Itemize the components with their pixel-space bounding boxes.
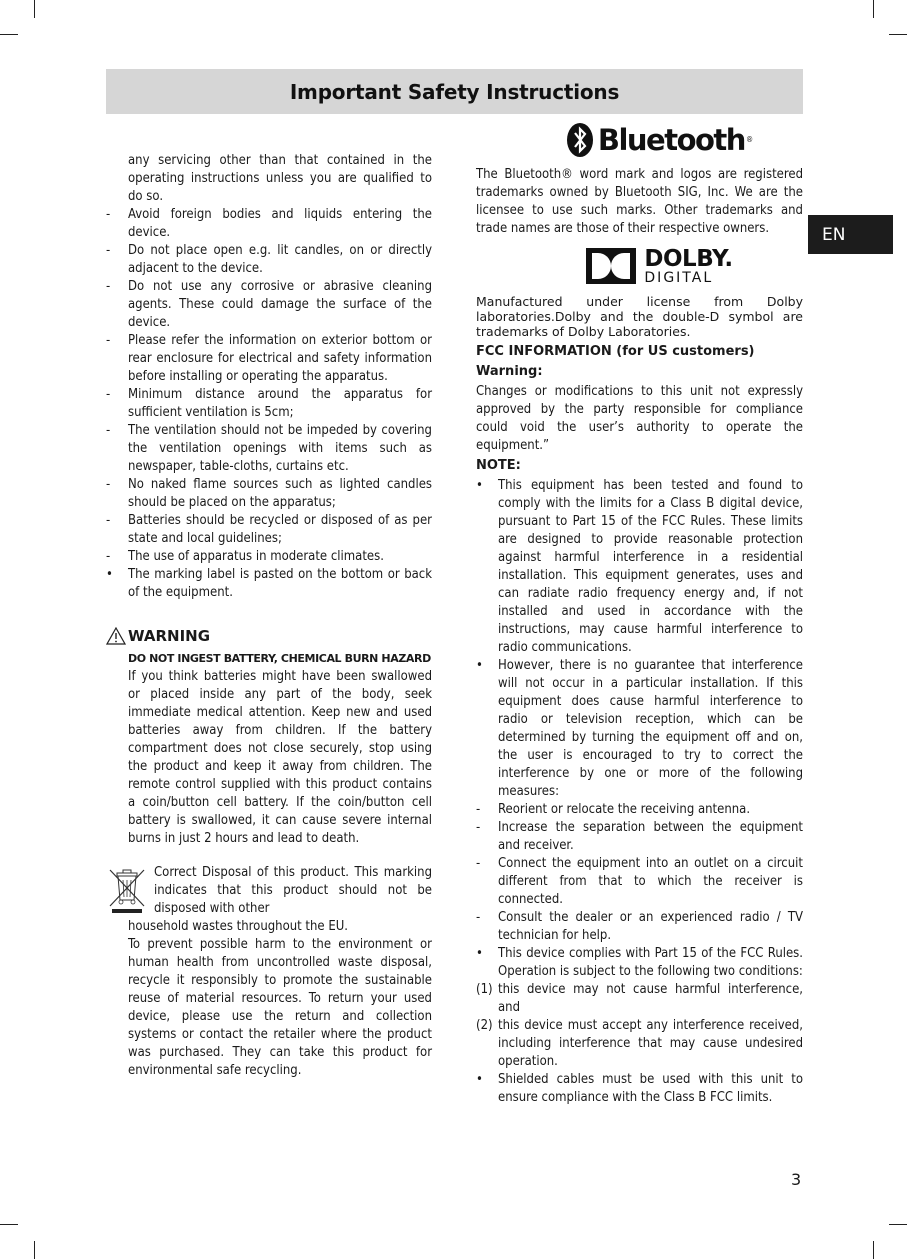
dolby-digital-label: DIGITAL: [644, 269, 714, 286]
crop-mark: [889, 1224, 907, 1225]
dolby-logo: [516, 244, 803, 288]
list-mark: •: [476, 946, 483, 961]
crop-mark: [34, 1241, 35, 1259]
list-text: Reorient or relocate the receiving antenna.: [498, 802, 751, 817]
list-text: Increase the separation between the equipment and receiver.: [498, 820, 803, 853]
list-text: The use of apparatus in moderate climates.: [128, 549, 384, 564]
list-item: [106, 332, 432, 386]
list-mark: -: [476, 802, 481, 817]
list-mark: •: [476, 478, 483, 493]
language-tab-label: EN: [822, 224, 846, 245]
intro-text: any servicing other than that contained in the operating instructions unless you are qualified to do so.: [128, 153, 432, 204]
list-mark: -: [476, 820, 481, 835]
left-column: [106, 152, 432, 1080]
dolby-double-d-icon: [586, 248, 636, 284]
safety-list: [106, 206, 432, 602]
warning-heading: [106, 624, 432, 648]
bluetooth-logo: [516, 120, 803, 160]
list-mark: •: [476, 658, 483, 673]
list-text: Please refer the information on exterior bottom or rear enclosure for electrical and safety information before installing or operating the apparatus.: [128, 333, 432, 384]
list-text: this device must accept any interference received, including interference that may cause undesired operation.: [498, 1018, 803, 1069]
list-mark: -: [106, 513, 111, 528]
note-label: NOTE:: [476, 458, 521, 473]
list-item: [106, 476, 432, 512]
list-text: Consult the dealer or an experienced radio / TV technician for help.: [498, 910, 803, 943]
list-mark: (1): [476, 982, 493, 997]
list-mark: -: [106, 207, 111, 222]
list-text: Do not use any corrosive or abrasive cleaning agents. These could damage the surface of the device.: [128, 279, 432, 330]
warning-subtitle: DO NOT INGEST BATTERY, CHEMICAL BURN HAZARD: [128, 652, 431, 665]
warning-title: WARNING: [128, 627, 211, 645]
disposal-section: [106, 864, 432, 1080]
list-item: [106, 422, 432, 476]
list-mark: -: [106, 423, 111, 438]
list-text: No naked flame sources such as lighted candles should be placed on the apparatus;: [128, 477, 432, 510]
list-item: [106, 512, 432, 548]
fcc-list: [476, 477, 803, 1107]
list-text: The marking label is pasted on the bottom or back of the equipment.: [128, 567, 432, 600]
list-mark: -: [106, 279, 111, 294]
list-item: [476, 819, 803, 855]
page-title: Important Safety Instructions: [289, 79, 620, 104]
list-text: The ventilation should not be impeded by covering the ventilation openings with items such as newspaper, table-cloths, curtains etc.: [128, 423, 432, 474]
list-item: [476, 657, 803, 801]
bluetooth-text: The Bluetooth® word mark and logos are registered trademarks owned by Bluetooth SIG, Inc. We are the licensee to use such marks. Other trademarks and trade names are those of their respective owners.: [476, 167, 803, 236]
list-item: [476, 909, 803, 945]
crop-mark: [0, 34, 18, 35]
list-item: [476, 855, 803, 909]
list-item: [476, 1071, 803, 1107]
list-mark: -: [106, 333, 111, 348]
page-number: 3: [791, 1170, 802, 1189]
list-item: [476, 981, 803, 1017]
list-text: Minimum distance around the apparatus for sufficient ventilation is 5cm;: [128, 387, 432, 420]
list-item: [476, 477, 803, 657]
bluetooth-icon: [566, 122, 594, 158]
list-item: [106, 386, 432, 422]
disposal-rest: To prevent possible harm to the environment or human health from uncontrolled waste disposal, recycle it responsibly to promote the sustainable reuse of material resources. To return your used device, please use the return and collection systems or contact the retailer where the product was purchased. They can take this product for environmental safe recycling.: [128, 937, 432, 1078]
list-item: [106, 566, 432, 602]
list-text: this device may not cause harmful interference, and: [498, 982, 803, 1015]
warning-triangle-icon: [106, 627, 126, 645]
fcc-heading: FCC INFORMATION (for US customers): [476, 344, 755, 359]
list-mark: -: [476, 910, 481, 925]
list-item: [106, 278, 432, 332]
list-mark: -: [106, 387, 111, 402]
list-item: [476, 1017, 803, 1071]
crop-mark: [873, 1241, 874, 1259]
fcc-warning-label: Warning:: [476, 364, 543, 379]
list-mark: -: [106, 243, 111, 258]
crop-mark: [873, 0, 874, 18]
disposal-line: household wastes throughout the EU.: [128, 919, 349, 934]
list-mark: •: [106, 567, 113, 582]
list-text: This device complies with Part 15 of the FCC Rules. Operation is subject to the following two conditions:: [498, 946, 803, 979]
list-text: However, there is no guarantee that interference will not occur in a particular installation. If this equipment does cause harmful interference to radio or television reception, which can be determined by turning the equipment off and on, the user is encouraged to try to correct the interference by one or more of the following measures:: [498, 658, 803, 799]
list-text: Connect the equipment into an outlet on a circuit different from that to which the receiver is connected.: [498, 856, 803, 907]
list-text: Batteries should be recycled or disposed of as per state and local guidelines;: [128, 513, 432, 546]
list-text: Shielded cables must be used with this unit to ensure compliance with the Class B FCC limits.: [498, 1072, 803, 1105]
crop-mark: [0, 1224, 18, 1225]
list-mark: -: [106, 477, 111, 492]
list-mark: -: [106, 549, 111, 564]
list-text: Do not place open e.g. lit candles, on or directly adjacent to the device.: [128, 243, 432, 276]
list-text: This equipment has been tested and found to comply with the limits for a Class B digital device, pursuant to Part 15 of the FCC Rules. These limits are designed to provide reasonable protection against harmful interference in a residential installation. This equipment generates, uses and can radiate radio frequency energy and, if not installed and used in accordance with the instructions, may cause harmful interference to radio communications.: [498, 478, 803, 655]
right-column: [476, 120, 803, 1107]
list-mark: •: [476, 1072, 483, 1087]
dolby-wordmark: DOLBY.: [644, 245, 733, 272]
list-item: [476, 801, 803, 819]
language-tab: [808, 215, 893, 254]
crossed-bin-icon: [106, 866, 148, 914]
list-item: [476, 945, 803, 981]
registered-mark: ®: [745, 135, 754, 144]
crop-mark: [889, 34, 907, 35]
bluetooth-wordmark: Bluetooth: [597, 123, 745, 157]
list-item: [106, 548, 432, 566]
list-item: [106, 242, 432, 278]
fcc-warning-text: Changes or modifications to this unit not expressly approved by the party responsible for compliance could void the user’s authority to operate the equipment.”: [476, 384, 803, 453]
dolby-note: Manufactured under license from Dolby laboratories.Dolby and the double-D symbol are trademarks of Dolby Laboratories.: [476, 294, 803, 339]
warning-body: If you think batteries might have been swallowed or placed inside any part of the body, seek immediate medical attention. Keep new and used batteries away from children. If the battery compartment does not close securely, stop using the product and keep it away from children. The remote control supplied with this product contains a coin/button cell battery. If the coin/button cell battery is swallowed, it can cause severe internal burns in just 2 hours and lead to death.: [128, 669, 432, 846]
list-item: [106, 206, 432, 242]
list-text: Avoid foreign bodies and liquids entering the device.: [128, 207, 432, 240]
list-mark: -: [476, 856, 481, 871]
disposal-first: Correct Disposal of this product. This marking indicates that this product should not be disposed with other: [154, 865, 432, 916]
header-bar: [106, 69, 803, 114]
crop-mark: [34, 0, 35, 18]
list-mark: (2): [476, 1018, 493, 1033]
